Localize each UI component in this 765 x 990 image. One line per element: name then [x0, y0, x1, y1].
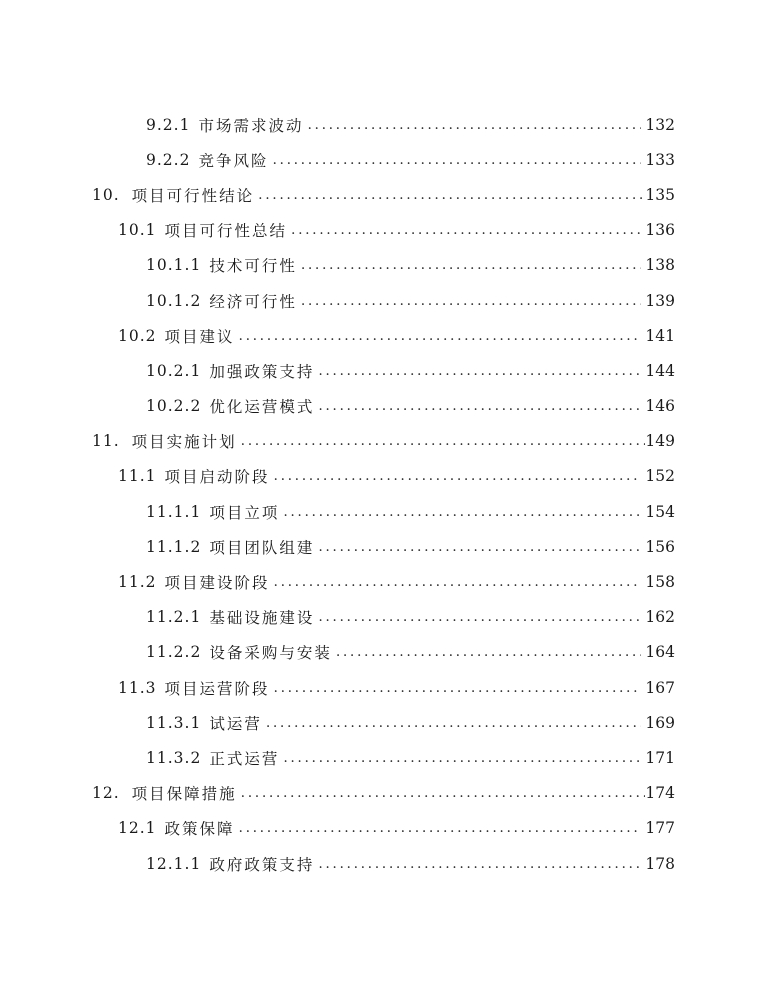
toc-dot-leader	[283, 504, 641, 520]
toc-entry-title: 项目可行性结论	[131, 186, 255, 205]
toc-entry-title: 技术可行性	[209, 257, 297, 276]
toc-dot-leader	[301, 257, 642, 273]
toc-entry-page: 162	[645, 608, 675, 627]
toc-entry-title: 设备采购与安装	[209, 644, 332, 663]
toc-entry-page: 141	[645, 326, 675, 345]
toc-dot-leader	[291, 222, 641, 238]
toc-entry-title: 竞争风险	[198, 151, 269, 170]
toc-entry-page: 133	[645, 150, 675, 169]
toc-entry[interactable]	[0, 670, 765, 705]
toc-entry[interactable]	[0, 494, 765, 529]
toc-dot-leader	[318, 363, 641, 379]
toc-entry[interactable]	[0, 353, 765, 388]
toc-entry-page: 171	[645, 748, 675, 767]
toc-entry[interactable]	[0, 142, 765, 177]
toc-dot-leader	[301, 293, 642, 309]
toc-entry-title: 项目保障措施	[131, 785, 237, 804]
toc-entry[interactable]	[0, 177, 765, 212]
toc-entry-number: 11.1.1	[146, 502, 202, 521]
toc-entry-title: 优化运营模式	[209, 398, 315, 417]
table-of-contents	[0, 107, 765, 881]
toc-entry[interactable]	[0, 389, 765, 424]
toc-dot-leader	[241, 785, 646, 801]
toc-entry[interactable]	[0, 776, 765, 811]
toc-entry[interactable]	[0, 811, 765, 846]
toc-dot-leader	[239, 328, 642, 344]
toc-entry-number: 11.1	[118, 467, 157, 486]
toc-entry-number: 11.1.2	[146, 537, 202, 556]
toc-entry-page: 139	[645, 291, 675, 310]
toc-entry[interactable]	[0, 459, 765, 494]
toc-entry-number: 11.3.2	[146, 748, 202, 767]
toc-entry-page: 156	[645, 537, 675, 556]
toc-entry[interactable]	[0, 600, 765, 635]
toc-entry-title: 政策保障	[164, 820, 235, 839]
toc-entry[interactable]	[0, 318, 765, 353]
toc-dot-leader	[274, 680, 642, 696]
toc-entry-page: 136	[645, 221, 675, 240]
toc-entry-title: 项目立项	[209, 503, 280, 522]
toc-entry-title: 正式运营	[209, 749, 280, 768]
toc-entry-page: 138	[645, 256, 675, 275]
toc-entry-number: 11.3.1	[146, 713, 202, 732]
toc-entry-page: 174	[645, 784, 675, 803]
toc-entry-page: 164	[645, 643, 675, 662]
toc-entry-title: 项目启动阶段	[164, 468, 270, 487]
toc-entry-number: 12.	[92, 784, 120, 803]
toc-dot-leader	[266, 715, 642, 731]
toc-entry[interactable]	[0, 635, 765, 670]
toc-entry-number: 10.	[92, 185, 120, 204]
toc-entry[interactable]	[0, 248, 765, 283]
toc-dot-leader	[274, 468, 642, 484]
toc-entry-title: 项目建议	[164, 327, 235, 346]
toc-entry-title: 项目运营阶段	[164, 679, 270, 698]
toc-entry-page: 146	[645, 397, 675, 416]
toc-dot-leader	[283, 750, 641, 766]
toc-entry-number: 10.2.1	[146, 361, 202, 380]
toc-entry[interactable]	[0, 213, 765, 248]
toc-entry-page: 178	[645, 854, 675, 873]
toc-entry-number: 9.2.2	[146, 150, 191, 169]
toc-dot-leader	[258, 187, 645, 203]
toc-entry-title: 基础设施建设	[209, 609, 315, 628]
toc-entry-number: 11.3	[118, 678, 157, 697]
toc-entry-number: 10.1.2	[146, 291, 202, 310]
toc-entry-page: 158	[645, 573, 675, 592]
toc-entry-number: 11.	[92, 432, 120, 451]
toc-entry-title: 项目实施计划	[131, 433, 237, 452]
toc-dot-leader	[307, 117, 641, 133]
toc-entry-title: 项目建设阶段	[164, 574, 270, 593]
toc-entry[interactable]	[0, 740, 765, 775]
toc-entry[interactable]	[0, 705, 765, 740]
toc-entry[interactable]	[0, 107, 765, 142]
toc-entry-number: 12.1	[118, 819, 157, 838]
toc-entry-number: 10.2	[118, 326, 157, 345]
toc-dot-leader	[241, 433, 646, 449]
toc-dot-leader	[318, 609, 641, 625]
toc-entry-page: 149	[645, 432, 675, 451]
toc-entry[interactable]	[0, 283, 765, 318]
toc-entry[interactable]	[0, 846, 765, 881]
toc-entry-page: 135	[645, 185, 675, 204]
toc-dot-leader	[272, 152, 641, 168]
toc-dot-leader	[318, 398, 641, 414]
toc-entry-number: 10.1	[118, 221, 157, 240]
toc-entry-number: 12.1.1	[146, 854, 202, 873]
toc-entry[interactable]	[0, 564, 765, 599]
toc-entry[interactable]	[0, 529, 765, 564]
toc-entry-title: 加强政策支持	[209, 362, 315, 381]
toc-entry-title: 经济可行性	[209, 292, 297, 311]
toc-entry-title: 市场需求波动	[198, 116, 304, 135]
toc-entry-page: 152	[645, 467, 675, 486]
toc-dot-leader	[336, 644, 642, 660]
toc-entry-number: 9.2.1	[146, 115, 191, 134]
toc-dot-leader	[239, 820, 642, 836]
toc-entry-page: 144	[645, 361, 675, 380]
toc-entry-title: 试运营	[209, 714, 262, 733]
toc-entry-page: 177	[645, 819, 675, 838]
toc-entry-title: 项目团队组建	[209, 538, 315, 557]
toc-dot-leader	[318, 539, 641, 555]
toc-entry-title: 政府政策支持	[209, 855, 315, 874]
toc-entry-page: 169	[645, 713, 675, 732]
toc-dot-leader	[318, 856, 641, 872]
toc-entry-number: 10.1.1	[146, 256, 202, 275]
toc-entry-page: 154	[645, 502, 675, 521]
toc-entry-page: 132	[645, 115, 675, 134]
toc-entry-number: 11.2	[118, 573, 157, 592]
toc-entry[interactable]	[0, 424, 765, 459]
toc-dot-leader	[274, 574, 642, 590]
toc-entry-title: 项目可行性总结	[164, 222, 288, 241]
toc-entry-number: 11.2.2	[146, 643, 202, 662]
toc-entry-number: 11.2.1	[146, 608, 202, 627]
toc-entry-page: 167	[645, 678, 675, 697]
toc-entry-number: 10.2.2	[146, 397, 202, 416]
